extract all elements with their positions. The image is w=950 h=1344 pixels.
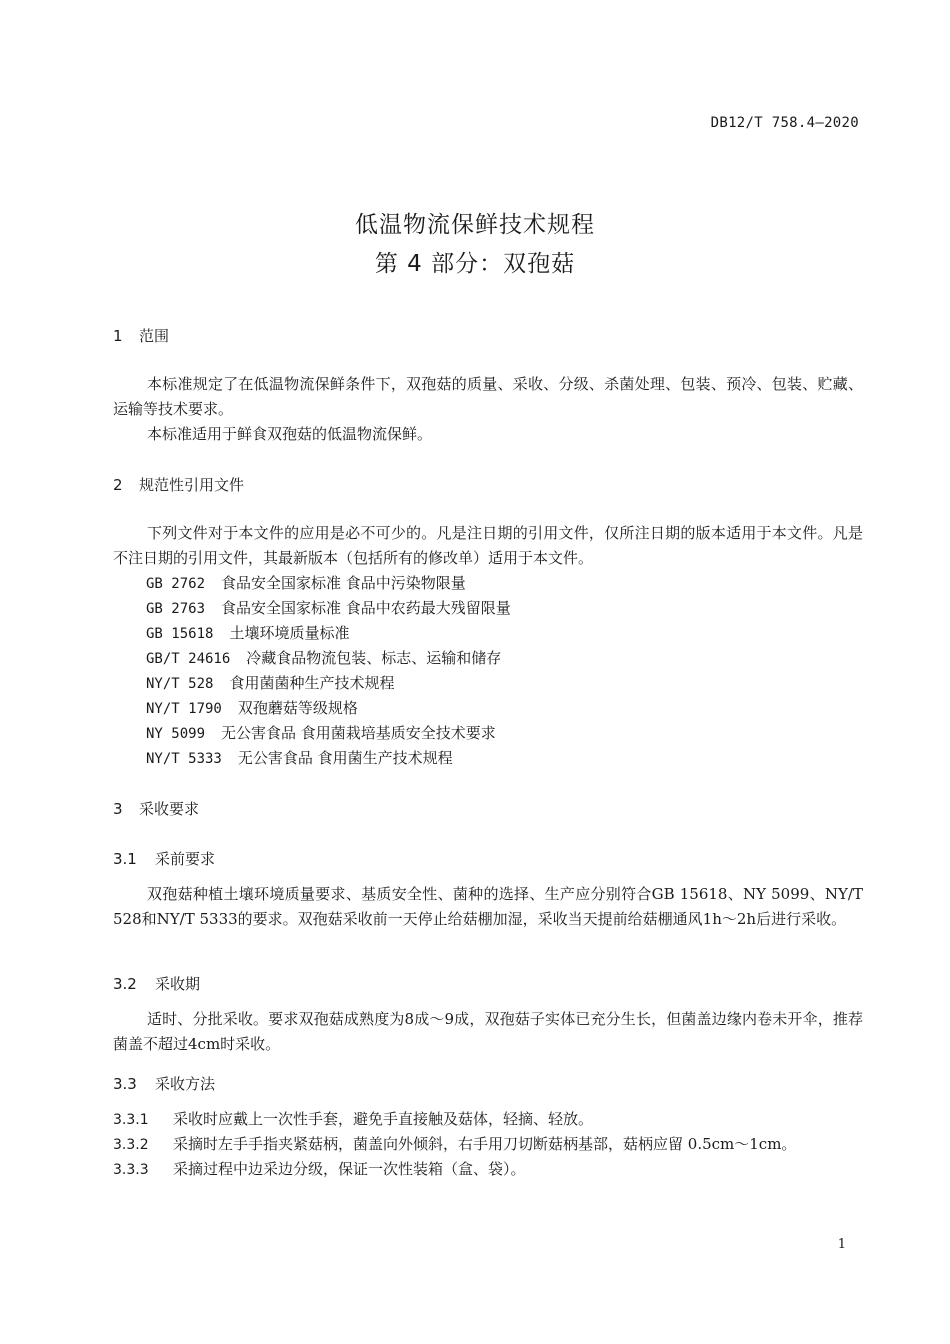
section-2-heading — [113, 474, 244, 495]
clause-item — [113, 1133, 796, 1154]
reference-code: GB/T 24616 — [146, 651, 231, 667]
section-1-heading — [113, 325, 169, 346]
subsection-number: 3.3 — [113, 1075, 137, 1093]
section-1-paragraph-2: 本标准适用于鲜食双孢菇的低温物流保鲜。 — [147, 425, 433, 443]
document-subtitle: 第 4 部分：双孢菇 — [374, 251, 576, 277]
document-code: DB12/T 758.4—2020 — [710, 115, 859, 131]
reference-title: 食品安全国家标准 食品中农药最大残留限量 — [221, 599, 511, 617]
section-title: 采收要求 — [139, 800, 200, 818]
section-title: 规范性引用文件 — [139, 476, 245, 494]
subsection-title: 采前要求 — [155, 850, 216, 868]
subsection-3-1-heading — [113, 848, 215, 869]
reference-code: GB 2762 — [146, 576, 206, 592]
clause-number: 3.3.3 — [113, 1162, 149, 1178]
subsection-number: 3.2 — [113, 975, 137, 993]
clause-text: 采收时应戴上一次性手套，避免手直接触及菇体，轻摘、轻放。 — [173, 1110, 594, 1128]
clause-number: 3.3.1 — [113, 1112, 149, 1128]
reference-item — [146, 622, 349, 643]
reference-title: 土壤环境质量标准 — [229, 624, 350, 642]
reference-item — [146, 722, 496, 743]
clause-item — [113, 1108, 593, 1129]
document-title: 低温物流保鲜技术规程 — [355, 212, 595, 238]
clause-number: 3.3.2 — [113, 1137, 149, 1153]
clause-text: 采摘时左手手指夹紧菇柄，菌盖向外倾斜，右手用刀切断菇柄基部，菇柄应留 0.5cm～1cm。 — [173, 1135, 797, 1153]
reference-code: GB 2763 — [146, 601, 206, 617]
section-title: 范围 — [139, 327, 170, 345]
clause-item — [113, 1158, 526, 1179]
section-number: 3 — [113, 800, 123, 818]
section-number: 2 — [113, 476, 123, 494]
subsection-3-2-heading — [113, 973, 200, 994]
reference-item — [146, 572, 466, 593]
section-number: 1 — [113, 327, 123, 345]
reference-code: NY/T 5333 — [146, 751, 222, 767]
reference-title: 食用菌菌种生产技术规程 — [229, 674, 395, 692]
reference-title: 冷藏食品物流包装、标志、运输和储存 — [246, 649, 502, 667]
subsection-number: 3.1 — [113, 850, 137, 868]
section-3-heading — [113, 798, 199, 819]
reference-title: 双孢蘑菇等级规格 — [237, 699, 358, 717]
reference-item — [146, 647, 501, 668]
reference-code: NY/T 1790 — [146, 701, 222, 717]
reference-item — [146, 747, 453, 768]
reference-code: GB 15618 — [146, 626, 214, 642]
page-number: 1 — [837, 1237, 846, 1252]
reference-code: NY/T 528 — [146, 676, 214, 692]
reference-code: NY 5099 — [146, 726, 206, 742]
subsection-title: 采收期 — [155, 975, 201, 993]
reference-item — [146, 597, 511, 618]
reference-title: 无公害食品 食用菌栽培基质安全技术要求 — [221, 724, 496, 742]
subsection-3-1-paragraph: 双孢菇种植土壤环境质量要求、基质安全性、菌种的选择、生产应分别符合GB 15618、NY 5099、NY/T 528和NY/T 5333的要求。双孢菇采收前一天停止给菇棚加湿，采收当天提前给菇棚通风1h～2h后进行采收。 — [113, 885, 863, 928]
subsection-3-2-paragraph: 适时、分批采收。要求双孢菇成熟度为8成～9成，双孢菇子实体已充分生长，但菌盖边缘内卷未开伞，推荐菌盖不超过4cm时采收。 — [113, 1010, 863, 1053]
section-2-paragraph: 下列文件对于本文件的应用是必不可少的。凡是注日期的引用文件，仅所注日期的版本适用于本文件。凡是不注日期的引用文件，其最新版本（包括所有的修改单）适用于本文件。 — [113, 524, 863, 567]
clause-text: 采摘过程中边采边分级，保证一次性装箱（盒、袋）。 — [173, 1160, 526, 1178]
reference-title: 无公害食品 食用菌生产技术规程 — [237, 749, 453, 767]
reference-item — [146, 672, 394, 693]
section-1-paragraph-1: 本标准规定了在低温物流保鲜条件下，双孢菇的质量、采收、分级、杀菌处理、包装、预冷、包装、贮藏、运输等技术要求。 — [113, 375, 863, 418]
reference-title: 食品安全国家标准 食品中污染物限量 — [221, 574, 466, 592]
subsection-title: 采收方法 — [155, 1075, 216, 1093]
subsection-3-3-heading — [113, 1073, 215, 1094]
reference-item — [146, 697, 358, 718]
